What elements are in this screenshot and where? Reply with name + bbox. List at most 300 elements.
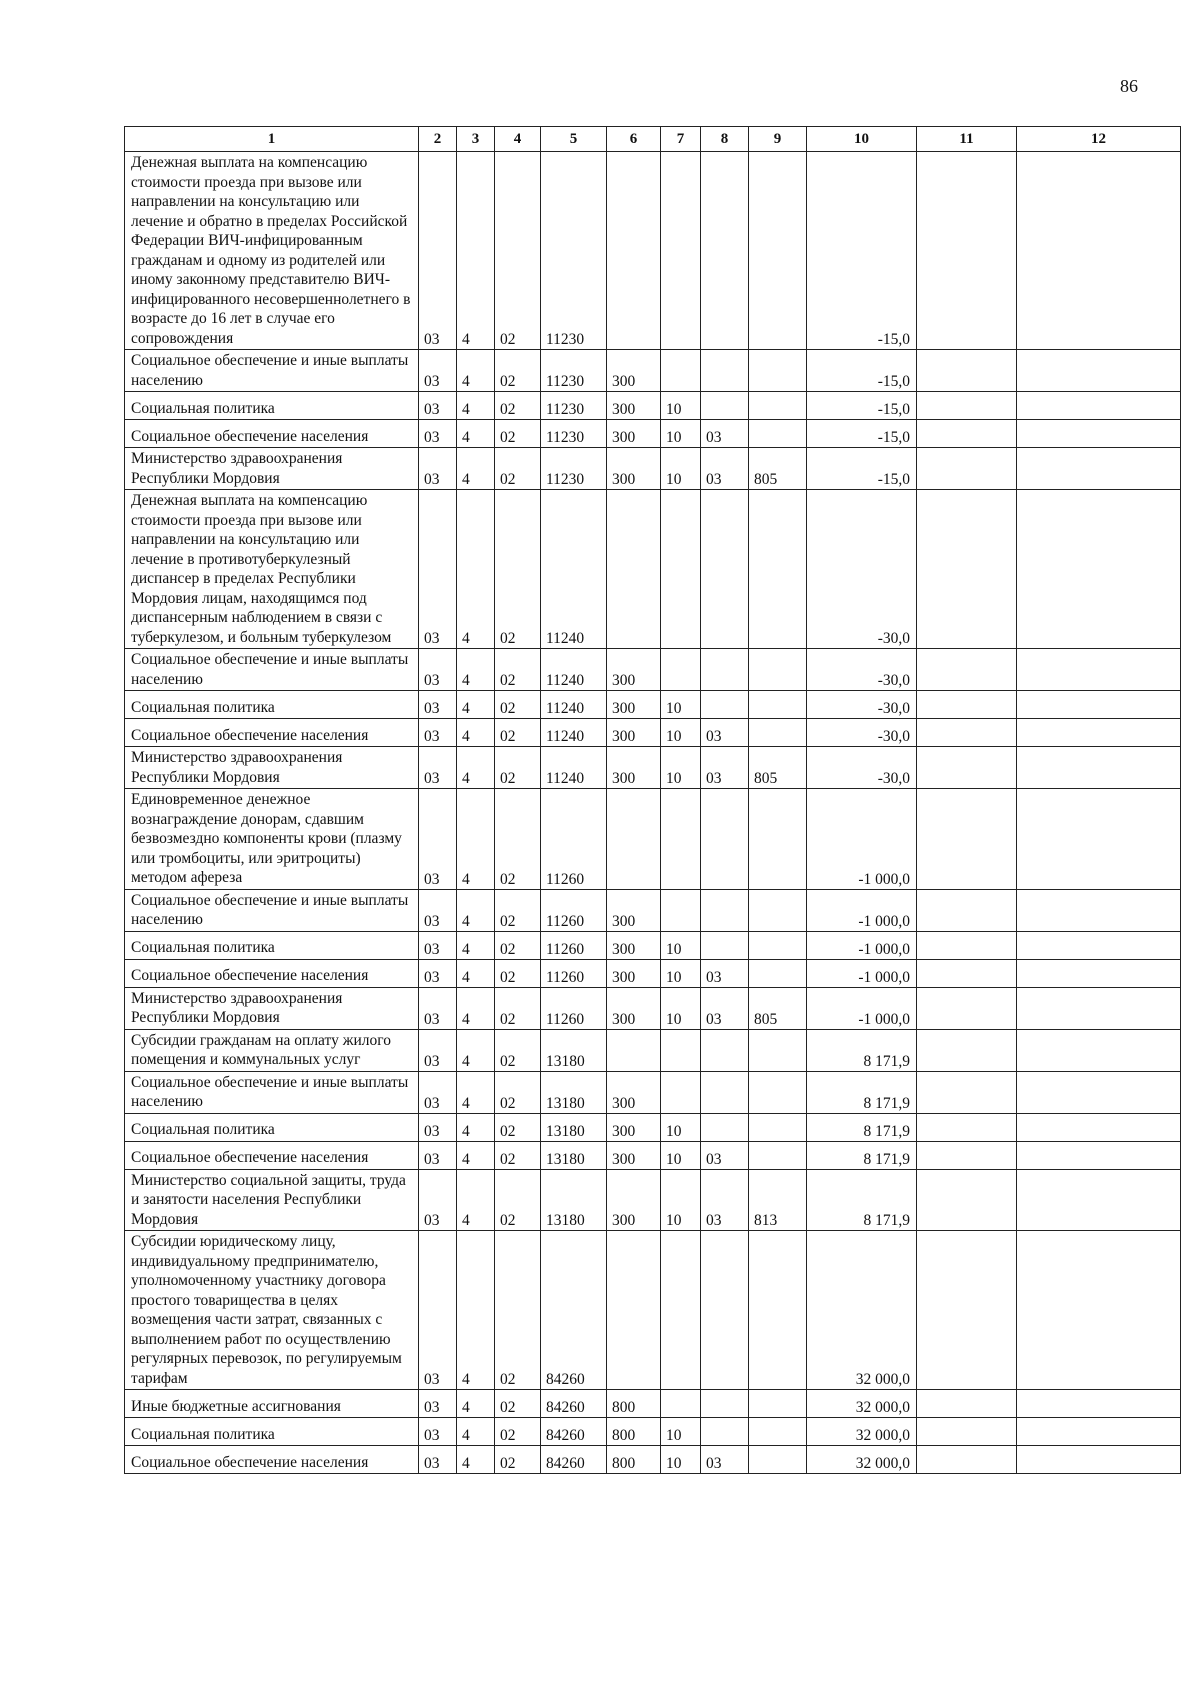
cell-col-4: 02: [495, 420, 541, 448]
cell-col-11: [917, 1071, 1017, 1113]
cell-col-2: 03: [419, 420, 457, 448]
cell-col-12: [1017, 649, 1181, 691]
cell-col-2: 03: [419, 1141, 457, 1169]
cell-col-2: 03: [419, 649, 457, 691]
cell-col-3: 4: [457, 959, 495, 987]
cell-col-6: 300: [607, 1113, 661, 1141]
cell-col-9: 805: [749, 448, 807, 490]
row-description: Денежная выплата на компенсацию стоимости проезда при вызове или направлении на консультацию или лечение и обратно в пределах Российской Федерации ВИЧ-инфицированным гражданам и одному из родителей или иному законному представителю ВИЧ-инфицированного несовершеннолетнего в возрасте до 16 лет в случае его сопровождения: [125, 152, 419, 350]
cell-col-9: [749, 691, 807, 719]
table-row: [125, 1113, 1181, 1141]
table-row: [125, 420, 1181, 448]
cell-col-12: [1017, 350, 1181, 392]
cell-col-5: 11230: [541, 350, 607, 392]
cell-col-9: [749, 1141, 807, 1169]
cell-col-5: 11260: [541, 889, 607, 931]
cell-col-2: 03: [419, 1029, 457, 1071]
cell-col-9: [749, 719, 807, 747]
row-description: Социальное обеспечение населения: [125, 1446, 419, 1474]
cell-col-5: 13180: [541, 1169, 607, 1231]
cell-col-3: 4: [457, 1113, 495, 1141]
cell-amount: 32 000,0: [807, 1446, 917, 1474]
cell-col-5: 11260: [541, 987, 607, 1029]
cell-col-2: 03: [419, 719, 457, 747]
cell-col-5: 11240: [541, 649, 607, 691]
cell-col-8: [701, 889, 749, 931]
cell-col-7: 10: [661, 420, 701, 448]
cell-col-7: 10: [661, 987, 701, 1029]
cell-col-8: [701, 1418, 749, 1446]
cell-col-8: 03: [701, 448, 749, 490]
cell-col-4: 02: [495, 649, 541, 691]
cell-col-8: 03: [701, 987, 749, 1029]
cell-col-2: 03: [419, 691, 457, 719]
cell-col-6: [607, 1029, 661, 1071]
cell-col-7: 10: [661, 1446, 701, 1474]
cell-col-12: [1017, 152, 1181, 350]
cell-col-7: 10: [661, 719, 701, 747]
cell-col-8: 03: [701, 1141, 749, 1169]
column-header: 3: [457, 127, 495, 152]
cell-col-4: 02: [495, 931, 541, 959]
cell-amount: -1 000,0: [807, 889, 917, 931]
cell-col-12: [1017, 889, 1181, 931]
cell-col-4: 02: [495, 1390, 541, 1418]
cell-amount: -15,0: [807, 350, 917, 392]
cell-col-6: 800: [607, 1390, 661, 1418]
row-description: Министерство здравоохранения Республики Мордовия: [125, 747, 419, 789]
cell-col-9: [749, 1029, 807, 1071]
cell-col-6: [607, 152, 661, 350]
cell-col-6: 300: [607, 931, 661, 959]
cell-col-3: 4: [457, 1231, 495, 1390]
cell-col-7: [661, 490, 701, 649]
cell-col-5: 84260: [541, 1446, 607, 1474]
table-row: [125, 152, 1181, 350]
cell-col-9: [749, 1446, 807, 1474]
cell-col-2: 03: [419, 1446, 457, 1474]
cell-col-5: 13180: [541, 1141, 607, 1169]
table-row: [125, 931, 1181, 959]
cell-col-7: [661, 1231, 701, 1390]
row-description: Социальная политика: [125, 1113, 419, 1141]
table-row: [125, 1071, 1181, 1113]
table-row: [125, 1141, 1181, 1169]
cell-col-9: 805: [749, 747, 807, 789]
cell-col-12: [1017, 987, 1181, 1029]
cell-amount: 32 000,0: [807, 1418, 917, 1446]
column-header: 7: [661, 127, 701, 152]
cell-col-6: 300: [607, 1169, 661, 1231]
cell-col-3: 4: [457, 448, 495, 490]
column-header: 2: [419, 127, 457, 152]
cell-col-7: [661, 152, 701, 350]
cell-col-9: [749, 649, 807, 691]
cell-col-11: [917, 448, 1017, 490]
cell-col-11: [917, 490, 1017, 649]
column-header: 11: [917, 127, 1017, 152]
cell-col-8: 03: [701, 719, 749, 747]
cell-col-12: [1017, 1231, 1181, 1390]
cell-col-6: 800: [607, 1418, 661, 1446]
cell-col-3: 4: [457, 987, 495, 1029]
table-row: [125, 959, 1181, 987]
cell-col-11: [917, 392, 1017, 420]
cell-col-8: 03: [701, 747, 749, 789]
cell-amount: 8 171,9: [807, 1113, 917, 1141]
cell-col-6: 300: [607, 350, 661, 392]
cell-col-9: [749, 152, 807, 350]
cell-col-9: [749, 1390, 807, 1418]
cell-col-8: [701, 691, 749, 719]
cell-col-12: [1017, 959, 1181, 987]
cell-col-11: [917, 1113, 1017, 1141]
cell-col-2: 03: [419, 931, 457, 959]
cell-col-2: 03: [419, 1390, 457, 1418]
row-description: Социальное обеспечение и иные выплаты населению: [125, 350, 419, 392]
cell-col-7: [661, 649, 701, 691]
cell-col-12: [1017, 1113, 1181, 1141]
cell-col-5: 11260: [541, 931, 607, 959]
cell-col-5: 11230: [541, 420, 607, 448]
row-description: Социальное обеспечение и иные выплаты населению: [125, 889, 419, 931]
cell-col-3: 4: [457, 649, 495, 691]
cell-col-6: 300: [607, 1071, 661, 1113]
table-body: [125, 152, 1181, 1474]
cell-col-6: 300: [607, 987, 661, 1029]
cell-col-9: [749, 420, 807, 448]
cell-amount: -30,0: [807, 691, 917, 719]
cell-col-8: [701, 1071, 749, 1113]
cell-col-5: 13180: [541, 1113, 607, 1141]
cell-col-8: [701, 152, 749, 350]
cell-amount: -15,0: [807, 152, 917, 350]
cell-amount: -1 000,0: [807, 959, 917, 987]
cell-col-11: [917, 747, 1017, 789]
cell-col-2: 03: [419, 1169, 457, 1231]
row-description: Социальное обеспечение населения: [125, 1141, 419, 1169]
row-description: Социальное обеспечение населения: [125, 420, 419, 448]
column-header: 4: [495, 127, 541, 152]
cell-col-8: [701, 1390, 749, 1418]
cell-col-3: 4: [457, 1446, 495, 1474]
cell-col-11: [917, 649, 1017, 691]
table-row: [125, 691, 1181, 719]
cell-col-3: 4: [457, 1169, 495, 1231]
cell-col-3: 4: [457, 490, 495, 649]
cell-col-9: [749, 959, 807, 987]
cell-col-4: 02: [495, 490, 541, 649]
cell-col-5: 11240: [541, 747, 607, 789]
row-description: Субсидии гражданам на оплату жилого помещения и коммунальных услуг: [125, 1029, 419, 1071]
cell-amount: 8 171,9: [807, 1141, 917, 1169]
cell-col-8: [701, 392, 749, 420]
cell-col-4: 02: [495, 719, 541, 747]
cell-col-6: 800: [607, 1446, 661, 1474]
row-description: Социальная политика: [125, 691, 419, 719]
cell-col-4: 02: [495, 789, 541, 890]
cell-col-3: 4: [457, 719, 495, 747]
cell-col-3: 4: [457, 789, 495, 890]
cell-col-8: [701, 1231, 749, 1390]
cell-col-5: 11240: [541, 719, 607, 747]
cell-col-11: [917, 719, 1017, 747]
cell-col-4: 02: [495, 448, 541, 490]
column-header: 1: [125, 127, 419, 152]
cell-amount: -30,0: [807, 490, 917, 649]
cell-col-8: [701, 789, 749, 890]
cell-col-12: [1017, 420, 1181, 448]
row-description: Единовременное денежное вознаграждение донорам, сдавшим безвозмездно компоненты крови (плазму или тромбоциты, или эритроциты) методом афереза: [125, 789, 419, 890]
cell-col-11: [917, 1418, 1017, 1446]
cell-col-9: [749, 1231, 807, 1390]
cell-col-11: [917, 1169, 1017, 1231]
cell-col-11: [917, 1029, 1017, 1071]
cell-col-6: 300: [607, 747, 661, 789]
cell-col-7: 10: [661, 1141, 701, 1169]
cell-col-11: [917, 959, 1017, 987]
cell-col-11: [917, 152, 1017, 350]
cell-col-6: 300: [607, 1141, 661, 1169]
cell-col-5: 11260: [541, 789, 607, 890]
cell-col-7: [661, 789, 701, 890]
cell-col-8: 03: [701, 959, 749, 987]
column-header: 5: [541, 127, 607, 152]
cell-col-5: 11230: [541, 392, 607, 420]
cell-col-12: [1017, 1390, 1181, 1418]
cell-col-8: [701, 1029, 749, 1071]
cell-amount: -1 000,0: [807, 789, 917, 890]
cell-col-2: 03: [419, 1418, 457, 1446]
cell-col-2: 03: [419, 789, 457, 890]
cell-col-3: 4: [457, 1390, 495, 1418]
cell-col-9: [749, 1071, 807, 1113]
cell-col-4: 02: [495, 1071, 541, 1113]
cell-amount: 32 000,0: [807, 1390, 917, 1418]
cell-col-3: 4: [457, 931, 495, 959]
cell-col-12: [1017, 1169, 1181, 1231]
cell-col-7: 10: [661, 1113, 701, 1141]
cell-col-4: 02: [495, 959, 541, 987]
budget-table-container: [124, 126, 1180, 1474]
cell-col-2: 03: [419, 490, 457, 649]
cell-col-11: [917, 1231, 1017, 1390]
cell-col-3: 4: [457, 1418, 495, 1446]
cell-col-6: 300: [607, 420, 661, 448]
cell-col-11: [917, 931, 1017, 959]
cell-amount: -15,0: [807, 420, 917, 448]
cell-col-12: [1017, 448, 1181, 490]
cell-amount: 8 171,9: [807, 1169, 917, 1231]
cell-col-8: [701, 1113, 749, 1141]
cell-col-6: 300: [607, 889, 661, 931]
cell-col-4: 02: [495, 1029, 541, 1071]
column-header: 9: [749, 127, 807, 152]
cell-col-8: 03: [701, 1169, 749, 1231]
table-row: [125, 1169, 1181, 1231]
row-description: Социальное обеспечение и иные выплаты населению: [125, 649, 419, 691]
table-row: [125, 448, 1181, 490]
cell-col-6: 300: [607, 691, 661, 719]
cell-col-7: 10: [661, 931, 701, 959]
cell-col-7: [661, 1390, 701, 1418]
cell-col-8: [701, 649, 749, 691]
cell-col-12: [1017, 1071, 1181, 1113]
table-row: [125, 649, 1181, 691]
row-description: Социальное обеспечение населения: [125, 719, 419, 747]
cell-col-7: 10: [661, 1169, 701, 1231]
cell-col-2: 03: [419, 448, 457, 490]
table-row: [125, 889, 1181, 931]
row-description: Субсидии юридическому лицу, индивидуальному предпринимателю, уполномоченному участнику договора простого товарищества в целях возмещения части затрат, связанных с выполнением работ по осуществлению регулярных перевозок, по регулируемым тарифам: [125, 1231, 419, 1390]
cell-col-11: [917, 420, 1017, 448]
cell-col-7: 10: [661, 1418, 701, 1446]
column-header: 8: [701, 127, 749, 152]
cell-amount: -30,0: [807, 747, 917, 789]
cell-col-6: [607, 789, 661, 890]
cell-col-8: [701, 931, 749, 959]
table-row: [125, 747, 1181, 789]
cell-col-4: 02: [495, 1113, 541, 1141]
cell-col-9: [749, 350, 807, 392]
cell-col-8: 03: [701, 1446, 749, 1474]
cell-amount: -15,0: [807, 448, 917, 490]
cell-col-7: [661, 1071, 701, 1113]
header-row: [125, 127, 1181, 152]
row-description: Социальное обеспечение населения: [125, 959, 419, 987]
cell-col-2: 03: [419, 1071, 457, 1113]
row-description: Социальная политика: [125, 392, 419, 420]
cell-col-12: [1017, 1029, 1181, 1071]
cell-col-4: 02: [495, 350, 541, 392]
cell-col-11: [917, 1446, 1017, 1474]
cell-col-5: 84260: [541, 1418, 607, 1446]
cell-col-7: [661, 889, 701, 931]
cell-col-11: [917, 691, 1017, 719]
table-row: [125, 1029, 1181, 1071]
cell-col-6: 300: [607, 959, 661, 987]
cell-col-3: 4: [457, 889, 495, 931]
cell-col-3: 4: [457, 350, 495, 392]
cell-amount: -30,0: [807, 719, 917, 747]
cell-col-4: 02: [495, 1141, 541, 1169]
cell-col-6: [607, 490, 661, 649]
table-row: [125, 392, 1181, 420]
cell-amount: -30,0: [807, 649, 917, 691]
cell-col-9: 805: [749, 987, 807, 1029]
cell-col-2: 03: [419, 1231, 457, 1390]
cell-col-3: 4: [457, 691, 495, 719]
cell-col-4: 02: [495, 889, 541, 931]
cell-col-11: [917, 1141, 1017, 1169]
cell-col-8: 03: [701, 420, 749, 448]
cell-col-9: [749, 1113, 807, 1141]
page-number: 86: [1120, 76, 1138, 96]
cell-col-11: [917, 1390, 1017, 1418]
cell-col-6: 300: [607, 719, 661, 747]
cell-amount: 8 171,9: [807, 1071, 917, 1113]
cell-col-11: [917, 889, 1017, 931]
cell-col-4: 02: [495, 1418, 541, 1446]
cell-col-7: [661, 350, 701, 392]
cell-col-5: 13180: [541, 1071, 607, 1113]
table-row: [125, 1418, 1181, 1446]
cell-col-9: [749, 931, 807, 959]
cell-col-3: 4: [457, 747, 495, 789]
row-description: Министерство здравоохранения Республики Мордовия: [125, 987, 419, 1029]
cell-col-5: 11230: [541, 152, 607, 350]
row-description: Денежная выплата на компенсацию стоимости проезда при вызове или направлении на консультацию или лечение в противотуберкулезный диспансер в пределах Республики Мордовия лицам, находящимся под диспансерным наблюдением в связи с туберкулезом, и больным туберкулезом: [125, 490, 419, 649]
cell-amount: -1 000,0: [807, 931, 917, 959]
row-description: Социальное обеспечение и иные выплаты населению: [125, 1071, 419, 1113]
cell-col-4: 02: [495, 152, 541, 350]
column-header: 6: [607, 127, 661, 152]
column-header: 12: [1017, 127, 1181, 152]
cell-col-4: 02: [495, 987, 541, 1029]
cell-col-2: 03: [419, 747, 457, 789]
cell-col-7: 10: [661, 691, 701, 719]
cell-col-3: 4: [457, 1071, 495, 1113]
cell-col-3: 4: [457, 1141, 495, 1169]
cell-col-9: [749, 1418, 807, 1446]
cell-col-4: 02: [495, 1231, 541, 1390]
column-header: 10: [807, 127, 917, 152]
budget-table: [124, 126, 1181, 1474]
cell-col-12: [1017, 1418, 1181, 1446]
cell-col-12: [1017, 789, 1181, 890]
cell-col-11: [917, 987, 1017, 1029]
table-row: [125, 350, 1181, 392]
cell-col-6: 300: [607, 448, 661, 490]
cell-col-12: [1017, 931, 1181, 959]
cell-col-5: 11240: [541, 490, 607, 649]
cell-amount: 32 000,0: [807, 1231, 917, 1390]
cell-col-4: 02: [495, 691, 541, 719]
cell-col-3: 4: [457, 420, 495, 448]
cell-col-4: 02: [495, 1446, 541, 1474]
cell-col-7: 10: [661, 747, 701, 789]
cell-col-12: [1017, 1141, 1181, 1169]
table-row: [125, 1231, 1181, 1390]
row-description: Министерство социальной защиты, труда и занятости населения Республики Мордовия: [125, 1169, 419, 1231]
cell-col-2: 03: [419, 392, 457, 420]
table-row: [125, 490, 1181, 649]
table-row: [125, 987, 1181, 1029]
cell-amount: -1 000,0: [807, 987, 917, 1029]
cell-col-9: [749, 789, 807, 890]
cell-col-9: [749, 889, 807, 931]
cell-col-2: 03: [419, 350, 457, 392]
cell-col-12: [1017, 1446, 1181, 1474]
cell-col-5: 11260: [541, 959, 607, 987]
cell-col-2: 03: [419, 959, 457, 987]
table-row: [125, 1446, 1181, 1474]
table-row: [125, 719, 1181, 747]
cell-amount: 8 171,9: [807, 1029, 917, 1071]
cell-col-5: 84260: [541, 1231, 607, 1390]
cell-col-2: 03: [419, 152, 457, 350]
cell-col-5: 13180: [541, 1029, 607, 1071]
row-description: Социальная политика: [125, 931, 419, 959]
cell-col-8: [701, 350, 749, 392]
cell-col-3: 4: [457, 1029, 495, 1071]
cell-col-6: 300: [607, 392, 661, 420]
cell-col-2: 03: [419, 1113, 457, 1141]
cell-col-5: 84260: [541, 1390, 607, 1418]
cell-col-7: 10: [661, 959, 701, 987]
row-description: Иные бюджетные ассигнования: [125, 1390, 419, 1418]
cell-col-4: 02: [495, 392, 541, 420]
